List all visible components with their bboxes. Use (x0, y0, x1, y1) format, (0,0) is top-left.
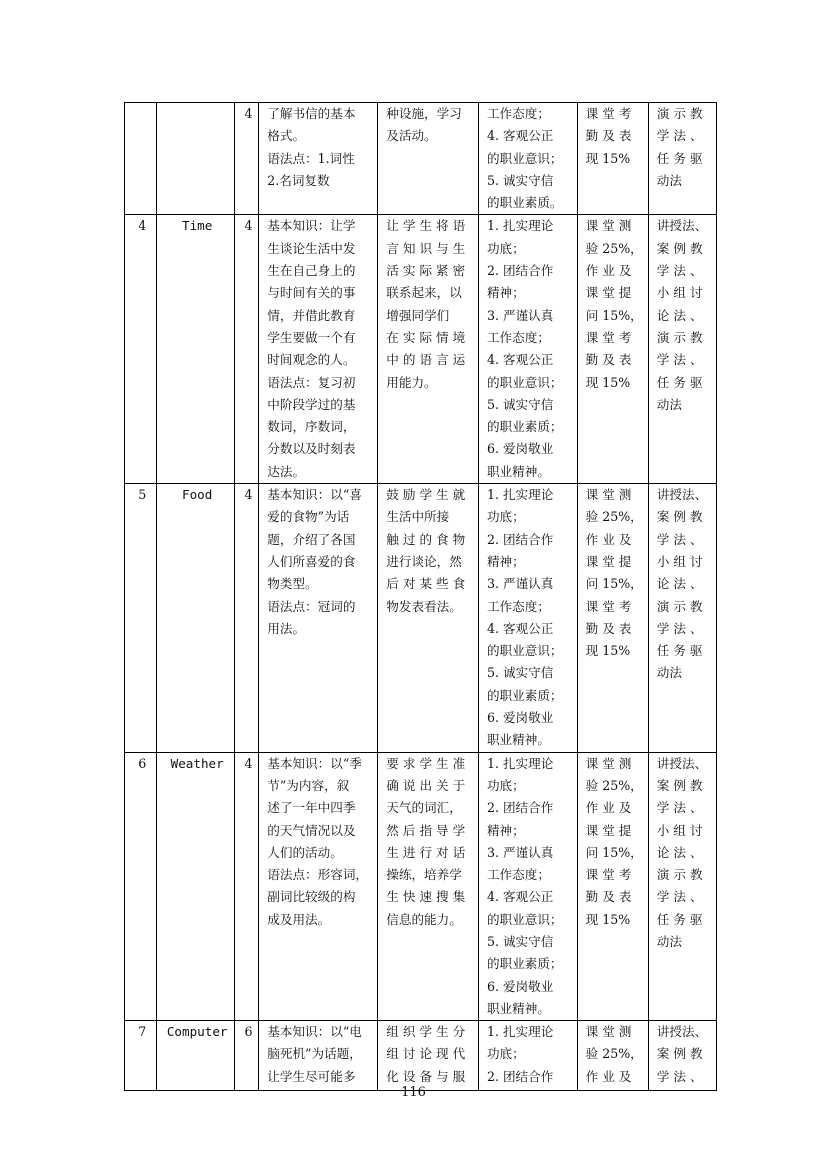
cell-line: 3. 严谨认真 (486, 844, 554, 860)
hours-cell: 4 (234, 752, 258, 1021)
cell-line: 论 法 、 (656, 576, 703, 592)
cell-line: 1. 扎实理论 (486, 1024, 554, 1040)
unit-title-cell: Computer (156, 1021, 234, 1091)
cell-line: 精神； (486, 285, 525, 301)
cell-line: 语法点：复习初 (267, 374, 356, 390)
cell-line: 课 堂 考 (585, 867, 632, 883)
ideology-goals-cell (478, 484, 577, 753)
cell-line: 验 25%， (585, 1046, 643, 1062)
cell-line: 课 堂 考 (585, 598, 632, 614)
cell-line: 课 堂 提 (585, 822, 632, 838)
cell-line: 中阶段学过的基 (267, 396, 356, 412)
cell-line: 论 法 、 (656, 307, 703, 323)
cell-line: 作 业 及 (585, 263, 632, 279)
cell-line: 演 示 教 (656, 867, 703, 883)
cell-line: 天气的词汇， (386, 800, 462, 816)
table-row (125, 1021, 717, 1091)
cell-line: 问 15%， (585, 576, 643, 592)
cell-line: 课 堂 测 (585, 755, 632, 771)
cell-line: 学 法 、 (656, 128, 703, 144)
cell-line: 勤 及 表 (585, 620, 632, 636)
cell-line: 爱的食物”为话 (267, 509, 350, 525)
cell-line: 课 堂 测 (585, 487, 632, 503)
cell-line: 课 堂 测 (585, 1024, 632, 1040)
cell-line: 的天气情况以及 (267, 822, 356, 838)
cell-line: 演 示 教 (656, 598, 703, 614)
cell-line: 任 务 驱 (656, 150, 703, 166)
teaching-requirements-cell (378, 103, 479, 215)
cell-line: 的职业意识； (486, 374, 563, 390)
cell-line: 问 15%， (585, 307, 643, 323)
cell-line: 功底； (486, 1046, 525, 1062)
teaching-content-cell (259, 752, 378, 1021)
cell-line: 语法点：1.词性 (267, 150, 355, 166)
ideology-goals-cell (478, 215, 577, 484)
cell-line: 语法点：形容词， (267, 867, 368, 883)
cell-line: 小 组 讨 (656, 822, 703, 838)
cell-line: 4. 客观公正 (486, 128, 554, 144)
cell-line: 工作态度； (486, 867, 550, 883)
cell-line: 人们所喜爱的食 (267, 553, 356, 569)
cell-line: 演 示 教 (656, 329, 703, 345)
cell-line: 学 法 、 (656, 889, 703, 905)
cell-line: 验 25%， (585, 509, 643, 525)
assessment-cell (577, 484, 648, 753)
cell-line: 动法 (656, 172, 682, 188)
cell-line: 数词，序数词， (267, 419, 356, 435)
hours-cell: 4 (234, 484, 258, 753)
cell-line: 确 说 出 关 于 (386, 777, 466, 793)
cell-line: 现 15% (585, 643, 631, 659)
cell-line: 信息的能力。 (386, 911, 462, 927)
cell-line: 分数以及时刻表 (267, 441, 356, 457)
cell-line: 的职业素质。 (486, 195, 563, 211)
cell-line: 的职业素质； (486, 419, 563, 435)
teaching-requirements-cell (378, 752, 479, 1021)
cell-line: 勤 及 表 (585, 352, 632, 368)
cell-line: 6. 爱岗敬业 (486, 978, 554, 994)
cell-line: 作 业 及 (585, 1068, 632, 1084)
cell-line: 功底； (486, 240, 525, 256)
teaching-methods-cell (648, 103, 716, 215)
cell-line: 职业精神。 (486, 1000, 550, 1016)
cell-line: 人们的活动。 (267, 844, 343, 860)
ideology-goals-cell (478, 752, 577, 1021)
cell-line: 基本知识：以“季 (267, 755, 362, 771)
cell-line: 操练，培养学 (386, 867, 462, 883)
cell-line: 5. 诚实守信 (486, 933, 554, 949)
cell-line: 讲授法、 (656, 755, 708, 771)
cell-line: 鼓 励 学 生 就 (386, 487, 466, 503)
cell-line: 小 组 讨 (656, 285, 703, 301)
cell-line: 学 法 、 (656, 800, 703, 816)
teaching-methods-cell (648, 484, 716, 753)
cell-line: 动法 (656, 396, 682, 412)
unit-number-cell: 4 (125, 215, 157, 484)
ideology-goals-cell (478, 103, 577, 215)
cell-line: 学 法 、 (656, 352, 703, 368)
teaching-content-cell (259, 1021, 378, 1091)
cell-line: 增强同学们 (386, 307, 450, 323)
cell-line: 作 业 及 (585, 531, 632, 547)
cell-line: 述了一年中四季 (267, 800, 356, 816)
cell-line: 活 实 际 紧 密 (386, 263, 466, 279)
cell-line: 种设施，学习 (386, 106, 462, 121)
teaching-methods-cell (648, 215, 716, 484)
cell-line: 2. 团结合作 (486, 531, 554, 547)
cell-line: 副词比较级的构 (267, 889, 356, 905)
cell-line: 2.名词复数 (267, 172, 330, 188)
cell-line: 物发表看法。 (386, 598, 462, 614)
cell-line: 勤 及 表 (585, 128, 632, 144)
cell-line: 2. 团结合作 (486, 263, 554, 279)
cell-line: 动法 (656, 665, 682, 681)
cell-line: 生 进 行 对 话 (386, 844, 466, 860)
cell-line: 讲授法、 (656, 218, 708, 234)
cell-line: 工作态度； (486, 329, 550, 345)
cell-line: 任 务 驱 (656, 374, 703, 390)
cell-line: 讲授法、 (656, 1024, 708, 1040)
cell-line: 让 学 生 将 语 (386, 218, 466, 234)
cell-line: 1. 扎实理论 (486, 487, 554, 503)
cell-line: 学 法 、 (656, 1068, 703, 1084)
cell-line: 联系起来，以 (386, 285, 462, 301)
cell-line: 任 务 驱 (656, 911, 703, 927)
ideology-goals-cell (478, 1021, 577, 1091)
table-row (125, 752, 717, 1021)
cell-line: 现 15% (585, 374, 631, 390)
cell-line: 物类型。 (267, 576, 318, 592)
cell-line: 4. 客观公正 (486, 889, 554, 905)
cell-line: 6. 爱岗敬业 (486, 710, 554, 726)
cell-line: 语法点：冠词的 (267, 598, 356, 614)
cell-line: 小 组 讨 (656, 553, 703, 569)
cell-line: 2. 团结合作 (486, 1068, 554, 1084)
cell-line: 要 求 学 生 准 (386, 755, 466, 771)
cell-line: 成及用法。 (267, 911, 331, 927)
assessment-cell (577, 103, 648, 215)
hours-cell: 6 (234, 1021, 258, 1091)
cell-line: 课 堂 测 (585, 218, 632, 234)
cell-line: 学 法 、 (656, 531, 703, 547)
cell-line: 达法。 (267, 463, 306, 479)
unit-number-cell (125, 103, 157, 215)
cell-line: 用法。 (267, 620, 306, 636)
cell-line: 问 15%， (585, 844, 643, 860)
table-body (125, 103, 717, 1091)
unit-title-cell: Time (156, 215, 234, 484)
cell-line: 用能力。 (386, 374, 437, 390)
cell-line: 任 务 驱 (656, 643, 703, 659)
cell-line: 然 后 指 导 学 (386, 822, 466, 838)
unit-title-cell: Weather (156, 752, 234, 1021)
cell-line: 与时间有关的事 (267, 285, 356, 301)
cell-line: 案 例 教 (656, 1046, 703, 1062)
unit-number-cell: 5 (125, 484, 157, 753)
cell-line: 了解书信的基本 (267, 106, 356, 121)
cell-line: 论 法 、 (656, 844, 703, 860)
unit-number-cell: 6 (125, 752, 157, 1021)
syllabus-table (124, 102, 717, 1091)
cell-line: 功底； (486, 509, 525, 525)
assessment-cell (577, 752, 648, 1021)
teaching-requirements-cell (378, 484, 479, 753)
cell-line: 案 例 教 (656, 240, 703, 256)
cell-line: 讲授法、 (656, 487, 708, 503)
unit-number-cell: 7 (125, 1021, 157, 1091)
table-row (125, 484, 717, 753)
cell-line: 5. 诚实守信 (486, 665, 554, 681)
cell-line: 2. 团结合作 (486, 800, 554, 816)
cell-line: 生在自己身上的 (267, 263, 356, 279)
cell-line: 进行谈论，然 (386, 553, 462, 569)
cell-line: 生 快 速 搜 集 (386, 889, 466, 905)
cell-line: 格式。 (267, 128, 306, 144)
cell-line: 后 对 某 些 食 (386, 576, 466, 592)
cell-line: 4. 客观公正 (486, 620, 554, 636)
cell-line: 的职业意识； (486, 150, 563, 166)
cell-line: 学 法 、 (656, 620, 703, 636)
cell-line: 脑死机”为话题， (267, 1046, 362, 1062)
cell-line: 的职业素质； (486, 687, 563, 703)
cell-line: 言 知 识 与 生 (386, 240, 466, 256)
cell-line: 题，介绍了各国 (267, 531, 356, 547)
cell-line: 中 的 语 言 运 (386, 352, 466, 368)
cell-line: 及活动。 (386, 128, 437, 144)
teaching-requirements-cell (378, 215, 479, 484)
cell-line: 工作态度； (486, 598, 550, 614)
teaching-methods-cell (648, 1021, 716, 1091)
cell-line: 5. 诚实守信 (486, 396, 554, 412)
assessment-cell (577, 1021, 648, 1091)
cell-line: 功底； (486, 777, 525, 793)
cell-line: 3. 严谨认真 (486, 576, 554, 592)
cell-line: 基本知识：以“喜 (267, 487, 362, 503)
cell-line: 让学生尽可能多 (267, 1068, 356, 1084)
cell-line: 作 业 及 (585, 800, 632, 816)
cell-line: 触 过 的 食 物 (386, 531, 466, 547)
cell-line: 职业精神。 (486, 732, 550, 748)
cell-line: 课 堂 考 (585, 106, 632, 121)
cell-line: 学 法 、 (656, 263, 703, 279)
unit-title-cell: Food (156, 484, 234, 753)
table-row (125, 215, 717, 484)
cell-line: 1. 扎实理论 (486, 755, 554, 771)
cell-line: 工作态度； (486, 106, 550, 121)
cell-line: 的职业意识； (486, 643, 563, 659)
cell-line: 动法 (656, 933, 682, 949)
cell-line: 生活中所接 (386, 509, 450, 525)
cell-line: 职业精神。 (486, 463, 550, 479)
cell-line: 精神； (486, 822, 525, 838)
cell-line: 情，并借此教育 (267, 307, 356, 323)
cell-line: 演 示 教 (656, 106, 703, 121)
cell-line: 1. 扎实理论 (486, 218, 554, 234)
cell-line: 基本知识：让学 (267, 218, 356, 234)
cell-line: 5. 诚实守信 (486, 172, 554, 188)
cell-line: 3. 严谨认真 (486, 307, 554, 323)
cell-line: 在 实 际 情 境 (386, 329, 466, 345)
cell-line: 4. 客观公正 (486, 352, 554, 368)
unit-title-cell (156, 103, 234, 215)
cell-line: 6. 爱岗敬业 (486, 441, 554, 457)
cell-line: 组 织 学 生 分 (386, 1024, 466, 1040)
cell-line: 化 设 备 与 服 (386, 1068, 466, 1084)
hours-cell: 4 (234, 215, 258, 484)
teaching-methods-cell (648, 752, 716, 1021)
cell-line: 现 15% (585, 911, 631, 927)
cell-line: 精神； (486, 553, 525, 569)
cell-line: 案 例 教 (656, 509, 703, 525)
cell-line: 生谈论生活中发 (267, 240, 356, 256)
cell-line: 组 讨 论 现 代 (386, 1046, 466, 1062)
cell-line: 勤 及 表 (585, 889, 632, 905)
cell-line: 验 25%， (585, 240, 643, 256)
cell-line: 基本知识：以“电 (267, 1024, 362, 1040)
cell-line: 课 堂 提 (585, 553, 632, 569)
cell-line: 课 堂 提 (585, 285, 632, 301)
page-number: 116 (401, 1085, 426, 1100)
cell-line: 的职业素质； (486, 956, 563, 972)
teaching-content-cell (259, 484, 378, 753)
cell-line: 学生要做一个有 (267, 329, 356, 345)
teaching-content-cell (259, 103, 378, 215)
cell-line: 的职业意识； (486, 911, 563, 927)
assessment-cell (577, 215, 648, 484)
cell-line: 案 例 教 (656, 777, 703, 793)
cell-line: 课 堂 考 (585, 329, 632, 345)
cell-line: 现 15% (585, 150, 631, 166)
cell-line: 验 25%， (585, 777, 643, 793)
hours-cell: 4 (234, 103, 258, 215)
cell-line: 节”为内容，叙 (267, 777, 350, 793)
teaching-requirements-cell (378, 1021, 479, 1091)
cell-line: 时间观念的人。 (267, 352, 356, 368)
table-row (125, 103, 717, 215)
teaching-content-cell (259, 215, 378, 484)
